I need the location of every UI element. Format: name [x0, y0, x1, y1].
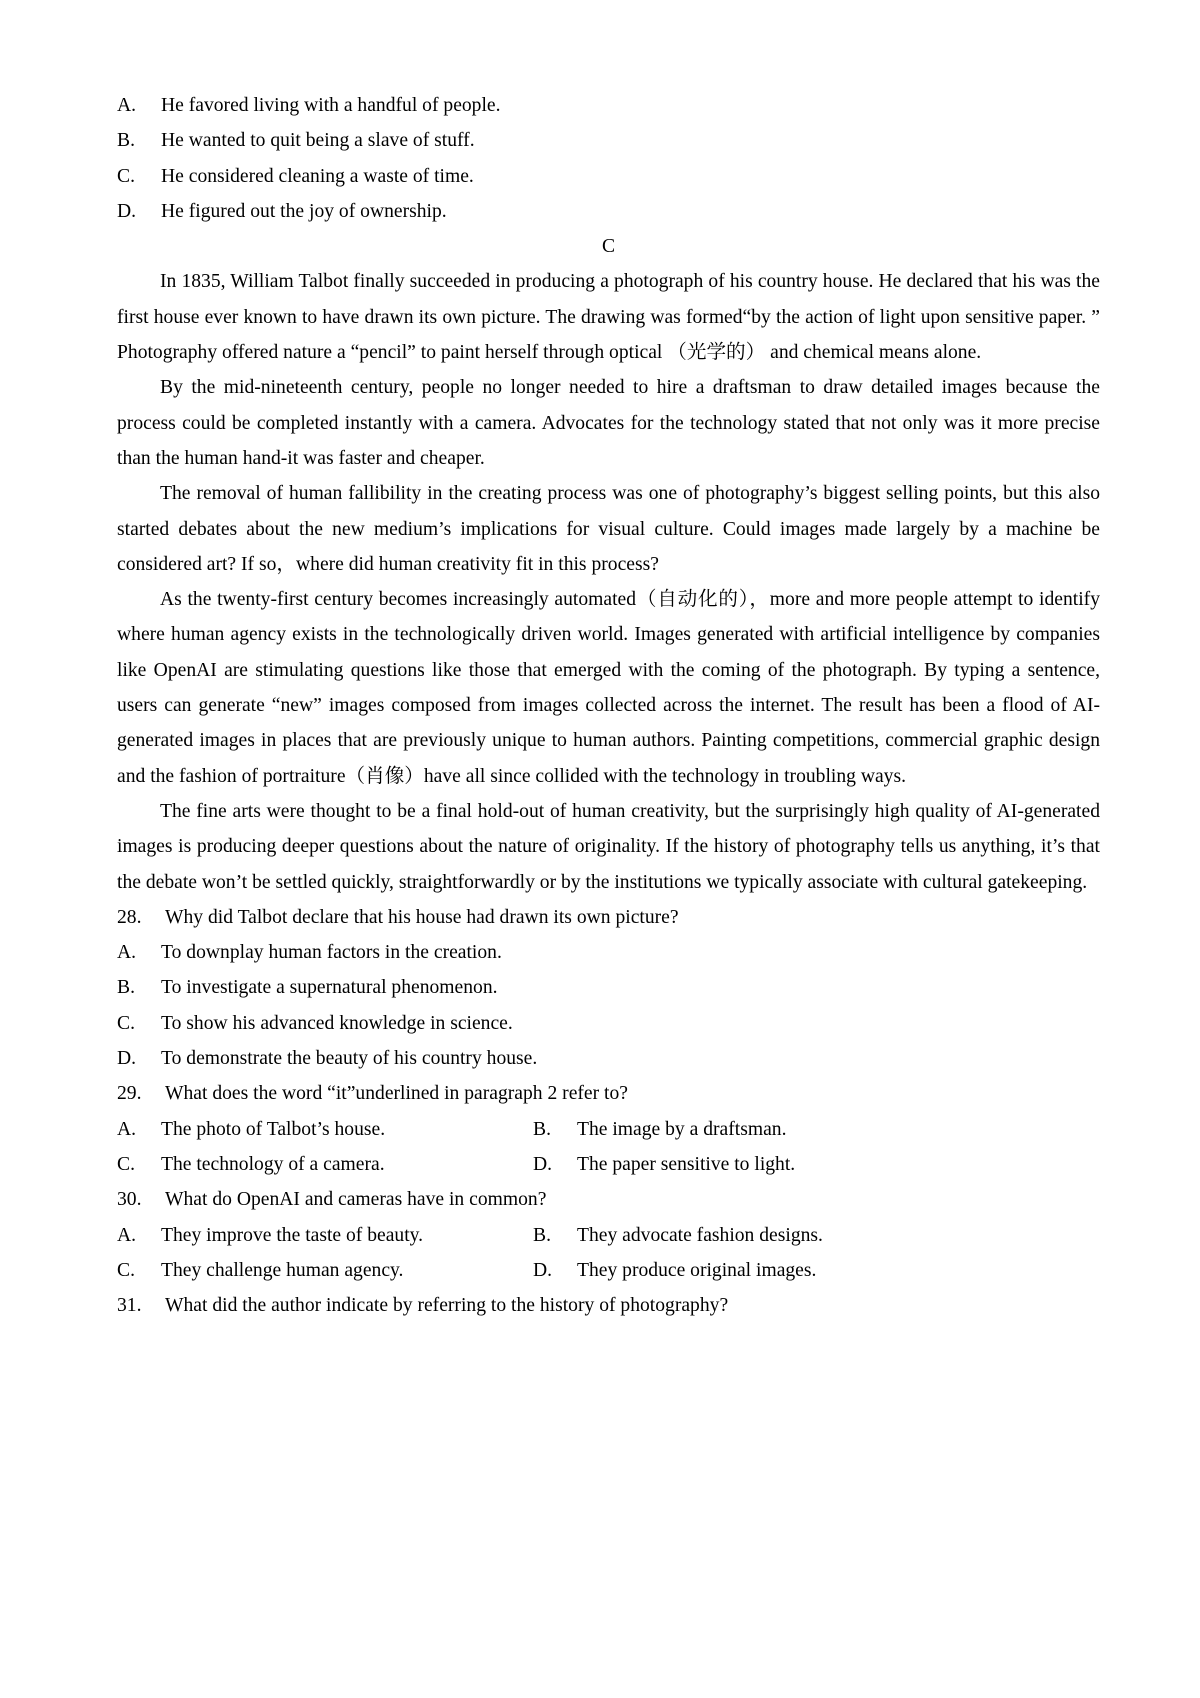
- option-text: They produce original images.: [577, 1259, 817, 1281]
- option-text: The image by a draftsman.: [577, 1118, 787, 1140]
- option-row: [117, 970, 1100, 1005]
- question-stem: [117, 1182, 1100, 1217]
- question-30: [117, 1182, 1100, 1288]
- option-label: A.: [117, 1224, 137, 1246]
- option-grid: [117, 1218, 1100, 1289]
- option-grid: [117, 1112, 1100, 1183]
- option-label: B.: [533, 1224, 551, 1246]
- option-text: They advocate fashion designs.: [577, 1224, 823, 1246]
- option-label: A.: [117, 942, 137, 964]
- question-number: 30.: [117, 1189, 142, 1211]
- question-29: [117, 1076, 1100, 1182]
- option-label: C.: [117, 1153, 135, 1175]
- question-text: Why did Talbot declare that his house had drawn its own picture?: [165, 906, 679, 928]
- option-label: C.: [117, 1259, 135, 1281]
- option-row: [117, 1253, 533, 1288]
- question-number: 28.: [117, 906, 142, 928]
- section-heading: C: [601, 236, 616, 258]
- option-row: [117, 1006, 1100, 1041]
- passage-paragraph: The fine arts were thought to be a final hold-out of human creativity, but the surprisingly high quality of AI-generated images is producing deeper questions about the nature of originality. If the history of photography tells us anything, it’s that the debate won’t be settled quickly, straightforwardly or by the institutions we typically associate with cultural gatekeeping.: [117, 800, 1100, 893]
- option-label: D.: [117, 1048, 137, 1070]
- question-stem: [117, 1076, 1100, 1111]
- passage-paragraph: By the mid-nineteenth century, people no longer needed to hire a draftsman to draw detailed images because the process could be completed instantly with a camera. Advocates for the technology stated that not only was it more precise than the human hand-it was faster and cheaper.: [117, 377, 1100, 469]
- option-label: D.: [533, 1259, 553, 1281]
- option-row: [117, 1218, 533, 1253]
- previous-question-options: [117, 88, 1100, 229]
- option-row: [117, 935, 1100, 970]
- option-text: To show his advanced knowledge in science.: [161, 1012, 513, 1034]
- option-label: B.: [117, 130, 135, 152]
- option-label: D.: [533, 1153, 553, 1175]
- option-text: To investigate a supernatural phenomenon.: [161, 977, 498, 999]
- option-label: C.: [117, 165, 135, 187]
- option-text: They improve the taste of beauty.: [161, 1224, 424, 1246]
- question-stem: [117, 1288, 1100, 1323]
- passage-paragraph: In 1835, William Talbot finally succeeded in producing a photograph of his country house. He declared that his was the first house ever known to have drawn its own picture. The drawing was formed“by the action of light upon sensitive paper. ” Photography offered nature a “pencil” to paint herself through optical （光学的） and chemical means alone.: [117, 271, 1100, 364]
- question-number: 31.: [117, 1295, 142, 1317]
- option-row: [117, 194, 1100, 229]
- passage-paragraph: The removal of human fallibility in the creating process was one of photography’s biggest selling points, but this also started debates about the new medium’s implications for visual culture. Could images made largely by a machine be considered art? If so，where did human creativity fit in this process?: [117, 483, 1100, 575]
- option-text: The photo of Talbot’s house.: [161, 1118, 386, 1140]
- option-row: [533, 1147, 1100, 1182]
- question-text: What do OpenAI and cameras have in common?: [165, 1189, 547, 1211]
- option-row: [117, 1041, 1100, 1076]
- question-31: [117, 1288, 1100, 1323]
- question-text: What did the author indicate by referring to the history of photography?: [165, 1295, 729, 1317]
- option-label: B.: [533, 1118, 551, 1140]
- option-text: He favored living with a handful of people.: [161, 95, 501, 116]
- option-text: He figured out the joy of ownership.: [161, 200, 447, 222]
- reading-passage: [117, 264, 1100, 899]
- option-label: D.: [117, 200, 137, 222]
- option-text: He wanted to quit being a slave of stuff.: [161, 130, 475, 152]
- option-text: The technology of a camera.: [161, 1153, 385, 1175]
- option-row: [117, 88, 1100, 123]
- option-row: [533, 1218, 1100, 1253]
- option-text: They challenge human agency.: [161, 1259, 404, 1281]
- option-row: [117, 1112, 533, 1147]
- question-stem: [117, 900, 1100, 935]
- option-text: To downplay human factors in the creation.: [161, 942, 502, 964]
- option-row: [117, 1147, 533, 1182]
- option-row: [533, 1112, 1100, 1147]
- option-label: C.: [117, 1012, 135, 1034]
- option-text: The paper sensitive to light.: [577, 1153, 796, 1175]
- option-label: B.: [117, 977, 135, 999]
- question-number: 29.: [117, 1083, 142, 1105]
- option-text: He considered cleaning a waste of time.: [161, 165, 474, 187]
- option-row: [533, 1253, 1100, 1288]
- option-row: [117, 123, 1100, 158]
- question-text: What does the word “it”underlined in paragraph 2 refer to?: [165, 1083, 628, 1105]
- option-text: To demonstrate the beauty of his country house.: [161, 1048, 538, 1070]
- option-label: A.: [117, 1118, 137, 1140]
- option-row: [117, 159, 1100, 194]
- passage-paragraph: As the twenty-first century becomes increasingly automated（自动化的），more and more people attempt to identify where human agency exists in the technologically driven world. Images generated with artificial intelligence by companies like OpenAI are stimulating questions like those that emerged with the coming of the photograph. By typing a sentence, users can generate “new” images composed from images collected across the internet. The result has been a flood of AI-generated images in places that are previously unique to human authors. Painting competitions, commercial graphic design and the fashion of portraiture（肖像）have all since collided with the technology in troubling ways.: [117, 589, 1100, 787]
- option-label: A.: [117, 95, 137, 116]
- question-28: [117, 900, 1100, 1076]
